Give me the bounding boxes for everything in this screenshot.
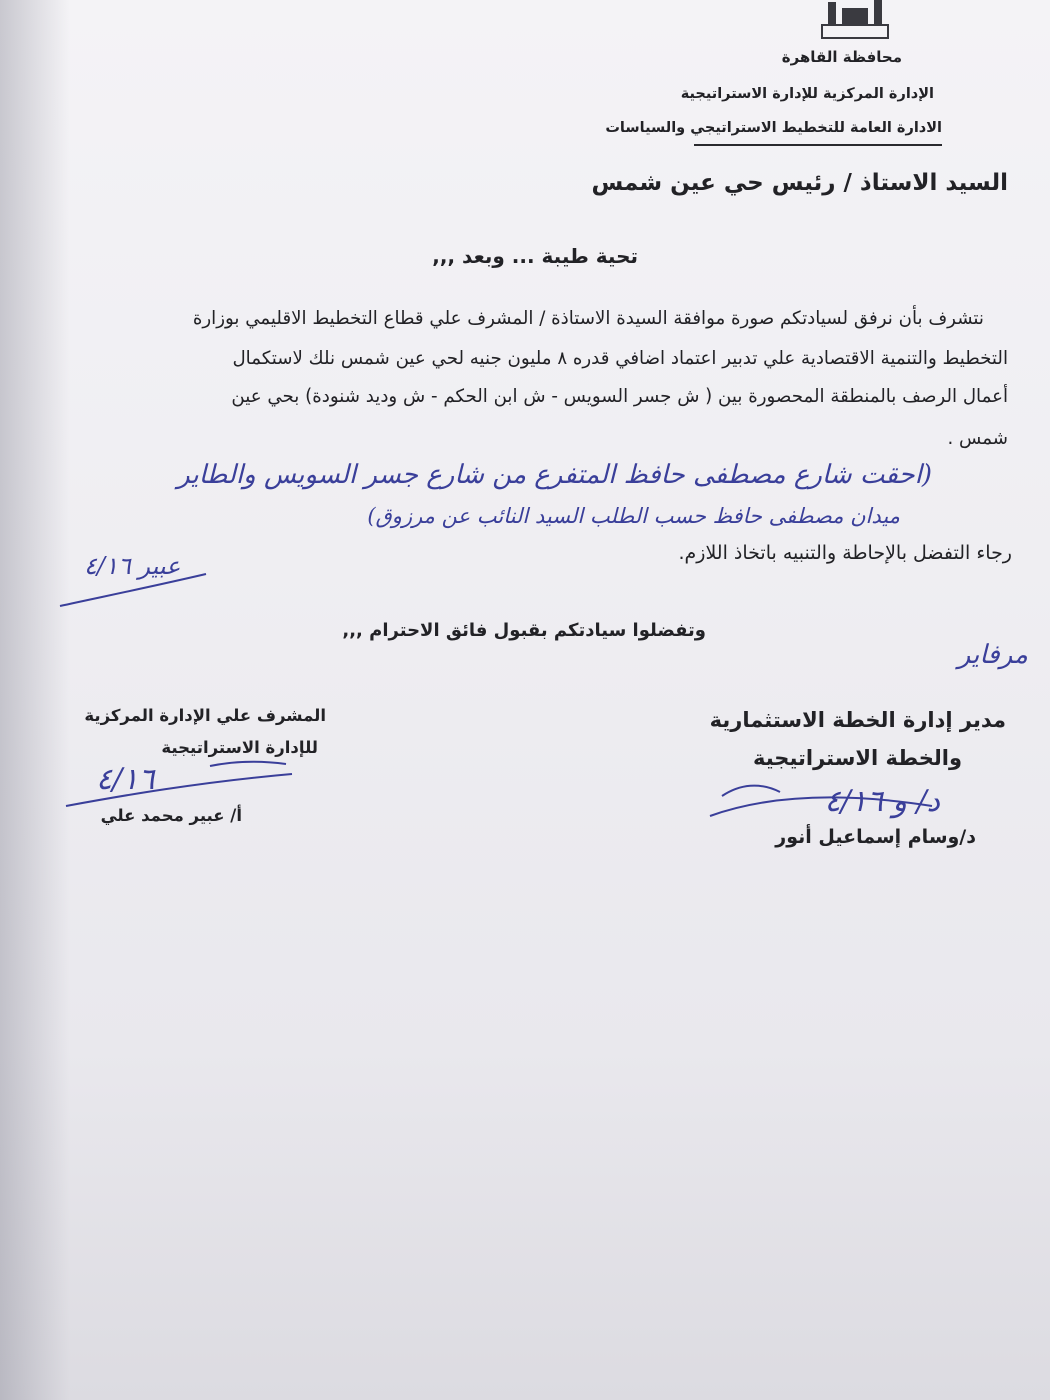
body-line-2: التخطيط والتنمية الاقتصادية علي تدبير اعتماد اضافي قدره ٨ مليون جنيه لحي عين شمس نلك لاستكمال (232, 348, 1008, 369)
handwritten-underline-left (56, 568, 216, 612)
right-signatory-name: د/وسام إسماعيل أنور (775, 826, 976, 848)
left-signatory-name: أ/ عبير محمد علي (100, 806, 242, 825)
handwritten-initial-left: عبير ٤/١٦ (84, 552, 181, 580)
right-signatory-title-1: مدير إدارة الخطة الاستثمارية (709, 708, 1006, 732)
cairo-governorate-logo (812, 0, 902, 40)
handwritten-note-right: مرفاير (957, 640, 1028, 670)
body-line-4: شمس . (947, 428, 1008, 449)
addressee: السيد الاستاذ / رئيس حي عين شمس (591, 170, 1008, 196)
body-line-3: أعمال الرصف بالمنطقة المحصورة بين ( ش جسر السويس - ش ابن الحكم - ش وديد شنودة) بحي عين (231, 386, 1008, 407)
general-admin-name: الادارة العامة للتخطيط الاستراتيجي والسياسات (605, 120, 942, 136)
left-signature-date: ٤/١٦ (96, 762, 155, 797)
closing-line: وتفضلوا سيادتكم بقبول فائق الاحترام ,,, (342, 620, 706, 641)
left-signatory-title-1: المشرف علي الإدارة المركزية (84, 706, 326, 725)
header-underline (694, 144, 942, 146)
greeting: تحية طيبة ... وبعد ,,, (432, 244, 638, 268)
right-signature-stroke (700, 776, 940, 826)
central-admin-name: الإدارة المركزية للإدارة الاستراتيجية (680, 86, 934, 102)
governorate-name: محافظة القاهرة (781, 48, 902, 66)
page-edge-shadow (0, 0, 70, 1400)
body-line-1: نتشرف بأن نرفق لسيادتكم صورة موافقة السيدة الاستاذة / المشرف علي قطاع التخطيط الاقليمي بوزارة (192, 308, 984, 329)
right-signature-date: د/ و ٤/١٦ (824, 784, 940, 819)
right-signatory-title-2: والخطة الاستراتيجية (753, 746, 962, 770)
handwritten-line-2: ميدان مصطفى حافظ حسب الطلب السيد النائب عن مرزوق) (367, 504, 900, 528)
request-line: رجاء التفضل بالإحاطة والتنبيه باتخاذ اللازم. (678, 542, 1012, 564)
left-signatory-title-2: للإدارة الاستراتيجية (161, 738, 318, 757)
handwritten-line-1: (احقت شارع مصطفى حافظ المتفرع من شارع جسر السويس والطاير (177, 460, 932, 490)
left-signature-stroke (60, 752, 300, 812)
